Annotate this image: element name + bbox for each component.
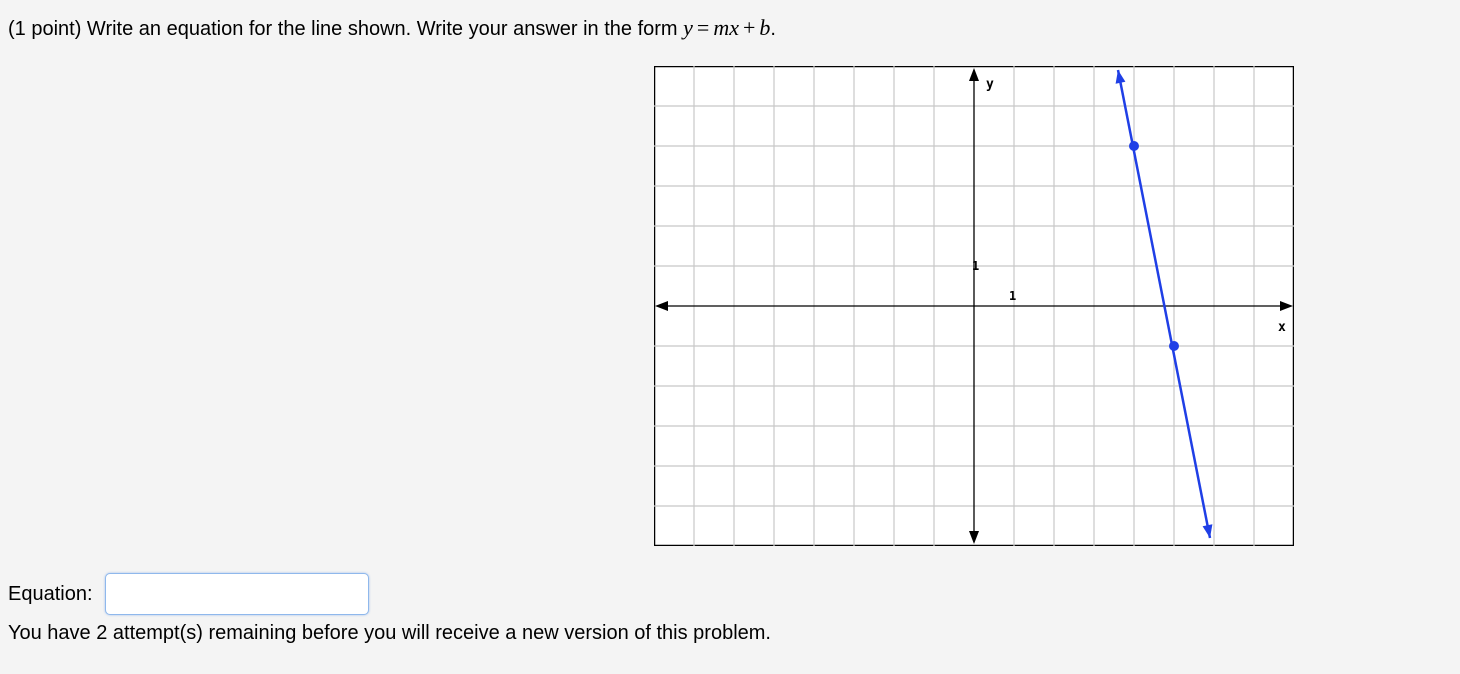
line-graph [654,66,1294,546]
y-axis-label: y [986,77,994,92]
y-tick-label: 1 [972,259,980,273]
x-axis-label: x [1278,320,1286,335]
attempts-remaining-text: You have 2 attempt(s) remaining before you will receive a new version of this problem. [8,622,771,644]
x-tick-label: 1 [1009,289,1017,303]
question-prefix: (1 point) Write an equation for the line shown. Write your answer in the form [8,18,678,40]
answer-row [8,571,369,617]
line-point [1129,141,1139,151]
question-text: (1 point) Write an equation for the line shown. Write your answer in the form y = mx + b. [8,15,776,40]
equation-label: Equation: [8,582,93,605]
line-point [1169,341,1179,351]
equation-input[interactable] [105,573,369,615]
equation-form: y = mx + b [683,15,771,40]
